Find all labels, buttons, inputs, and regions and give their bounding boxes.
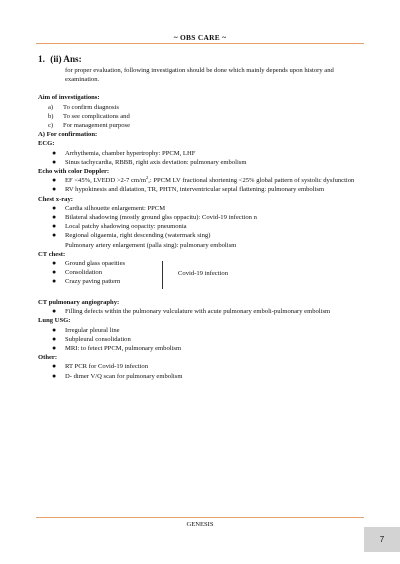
bullet-icon: ● (52, 268, 57, 277)
lung-usg-list (38, 326, 364, 354)
bullet-icon: ● (52, 176, 57, 185)
ct-chest-list (38, 259, 162, 287)
list-item: ● Ground glass opaeities (52, 259, 126, 268)
ecg-heading: ECG: (38, 140, 55, 148)
list-item: ● Local patchy shadowing oopacity: pneumonia (52, 222, 187, 231)
list-item: ● Sinus tachycardia, RBBB, right axis deviation: pulmonary embolism (52, 157, 247, 166)
list-item: ● MRI: to fetect PPCM, pulmonary embolism (52, 344, 182, 353)
bullet-icon: ● (52, 334, 57, 343)
list-item: ● Irregular pleural line (52, 325, 120, 334)
list-item: ● D- dimer V/Q scan for pulmonary embolism (52, 371, 183, 380)
ct-chest-block (38, 259, 364, 289)
bullet-icon: ● (52, 325, 57, 334)
bullet-icon: ● (52, 203, 57, 212)
intro-paragraph: for proper evaluation, following investigation should be done which mainly depends upon history and examination. (65, 67, 334, 84)
header-rule (36, 43, 364, 44)
bullet-icon: ● (52, 148, 57, 157)
list-item: ● RT PCR for Covid-19 infection (52, 362, 149, 371)
bullet-icon: ● (52, 344, 57, 353)
list-item: a) To confirm diagnosis (48, 103, 119, 111)
aims-heading: Aim of investigations: (38, 94, 100, 102)
echo-heading: Echo with color Doppler: (38, 168, 110, 176)
list-item: ● RV hypokinesis and dilatation, TR, PHTN, interventricular septal flattening: pulmonary embolism (52, 185, 325, 194)
bullet-icon: ● (52, 307, 57, 316)
question-title-text: (ii) Ans: (50, 54, 82, 64)
chest-xray-heading: Chest x-ray: (38, 195, 73, 203)
lung-usg-heading: Lung USG: (38, 317, 71, 325)
list-item: ● Arrhythemia, chamber hypertrophy: PPCM, LHF (52, 148, 196, 157)
other-list (38, 362, 364, 380)
list-item: ● Bilateral shadowing (mostly ground glss oppacitu): Covid-19 infection n (52, 213, 257, 222)
bullet-icon: ● (52, 157, 57, 166)
footer-rule (36, 517, 364, 518)
bullet-icon: ● (52, 362, 57, 371)
bullet-icon: ● (52, 277, 57, 286)
page-number: 7 (364, 527, 400, 552)
ctpa-heading: CT pulmonary angiography: (38, 299, 120, 307)
ecg-list (38, 149, 364, 167)
confirmation-heading: A) For confirmation: (38, 131, 98, 139)
list-item: c) For management purpose (48, 122, 131, 130)
list-item: ● Consolidation (52, 268, 102, 277)
running-header: ~ OBS CARE ~ (173, 33, 227, 42)
ct-chest-heading: CT chest: (38, 250, 66, 258)
other-heading: Other: (38, 354, 58, 362)
chest-xray-list (38, 204, 364, 241)
list-item: ● Cardia silhouette enlargement: PPCM (52, 203, 166, 212)
ct-chest-side-label: Covid-19 infection (178, 270, 228, 278)
list-item: b) To see complications and (48, 112, 130, 120)
bullet-icon: ● (52, 371, 57, 380)
bullet-icon: ● (52, 231, 57, 240)
page-body (38, 52, 364, 381)
question-title (38, 53, 364, 65)
echo-list (38, 176, 364, 194)
list-item: ● Crazy paving pattern (52, 277, 121, 286)
bullet-icon: ● (52, 213, 57, 222)
list-item: ● Subpleural consolidation (52, 334, 131, 343)
running-footer: GENESIS (186, 521, 214, 528)
ctpa-list (38, 307, 364, 316)
list-item: ● EF <45%, LVEDD >2-7 $cm/m^2$,: PPCM LV fractional shortening <25% global pattern of systolic dysfunction (52, 175, 355, 185)
aims-list (38, 103, 364, 131)
bullet-icon: ● (52, 222, 57, 231)
question-number: 1. (38, 54, 45, 64)
bullet-icon: ● (52, 259, 57, 268)
chest-xray-continuation: Pulmonary artery enlargement (palla sing): pulmonary embolism (65, 241, 237, 249)
list-item: ● Filling defects within the pulmonary vulculature with acute pulmonary emboli-pulmonary embolism (52, 307, 331, 316)
bullet-icon: ● (52, 185, 57, 194)
list-item: ● Regional oligaemia, right descending (watermark sing) (52, 231, 211, 240)
